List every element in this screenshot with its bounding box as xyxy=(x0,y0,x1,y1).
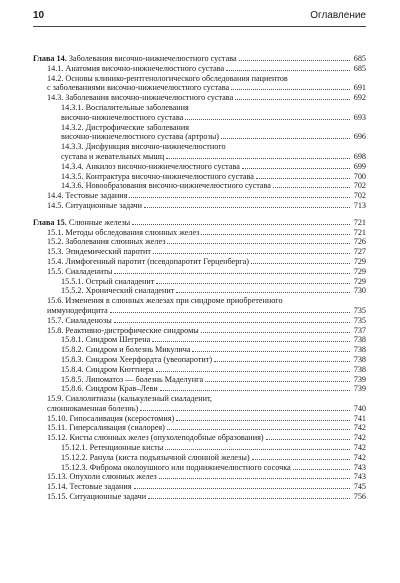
toc-entry xyxy=(33,267,366,277)
dot-leader xyxy=(152,335,350,342)
toc-entry xyxy=(33,201,366,211)
dot-leader xyxy=(251,257,350,264)
page-ref: 745 xyxy=(353,482,366,492)
dot-leader xyxy=(192,345,350,352)
dot-leader xyxy=(273,181,350,188)
toc-chapter-heading xyxy=(33,218,366,228)
dot-leader xyxy=(153,247,350,254)
page-ref: 738 xyxy=(353,354,366,364)
toc-entry xyxy=(33,286,366,296)
toc-entry xyxy=(33,443,366,453)
toc-entry xyxy=(33,472,366,482)
dot-leader xyxy=(140,404,350,411)
dot-leader xyxy=(242,162,350,169)
dot-leader xyxy=(226,64,350,71)
dot-leader xyxy=(129,191,350,198)
page-ref: 729 xyxy=(353,256,366,266)
dot-leader xyxy=(221,132,350,139)
entry-text: 15.10. Гипосаливация (ксеростомия) xyxy=(47,413,175,423)
entry-text: 15.1. Методы обследования слюнных желез xyxy=(47,227,200,237)
dot-leader xyxy=(134,482,351,489)
toc-entry xyxy=(33,123,366,143)
toc-entry xyxy=(33,237,366,247)
entry-text: 15.7. Сиаладенозы xyxy=(47,315,112,325)
entry-text-line1: 15.6. Изменения в слюнных железах при синдроме приобретенного xyxy=(47,296,283,306)
page-ref: 739 xyxy=(353,384,366,394)
toc-entry xyxy=(33,345,366,355)
page-ref: 756 xyxy=(353,492,366,502)
entry-text: с заболеваниями височно-нижнечелюстного сустава xyxy=(47,83,230,93)
dot-leader xyxy=(110,306,350,313)
entry-text: 15.8.2. Синдром и болезнь Микулича xyxy=(61,345,191,355)
dot-leader xyxy=(231,83,350,90)
page-number: 10 xyxy=(33,10,45,21)
toc-entry xyxy=(33,463,366,473)
toc-entry xyxy=(33,316,366,326)
entry-text: 14.3.6. Новообразования височно-нижнечелюстного сустава xyxy=(61,181,271,191)
page-ref: 726 xyxy=(353,237,366,247)
entry-text: 15.5.2. Хронический сиаладенит xyxy=(61,286,175,296)
page-ref: 699 xyxy=(353,161,366,171)
page-ref: 729 xyxy=(353,276,366,286)
dot-leader xyxy=(160,384,350,391)
page-ref: 738 xyxy=(353,335,366,345)
toc-entry xyxy=(33,365,366,375)
entry-text: 15.8. Реактивно-дистрофические синдромы xyxy=(47,325,199,335)
toc-entry xyxy=(33,423,366,433)
chapter-title: Слюнные железы xyxy=(68,217,131,227)
page-ref: 743 xyxy=(353,462,366,472)
page-ref: 735 xyxy=(353,315,366,325)
page-ref: 700 xyxy=(353,171,366,181)
toc-entry xyxy=(33,296,366,316)
dot-leader xyxy=(176,414,350,421)
entry-row xyxy=(47,83,366,93)
entry-row xyxy=(61,152,366,162)
dot-leader xyxy=(201,326,350,333)
page-ref: 685 xyxy=(353,63,366,73)
dot-leader xyxy=(132,218,350,225)
toc-entry xyxy=(33,326,366,336)
page-ref: 742 xyxy=(353,423,366,433)
entry-text: 15.3. Эпидемический паротит xyxy=(47,247,151,257)
toc-entry xyxy=(33,257,366,267)
dot-leader xyxy=(266,433,350,440)
dot-leader xyxy=(205,375,350,382)
dot-leader xyxy=(293,463,350,470)
page-ref: 702 xyxy=(353,191,366,201)
entry-text: 14.5. Ситуационные задачи xyxy=(47,200,142,210)
page-ref: 737 xyxy=(353,325,366,335)
entry-row xyxy=(61,113,366,123)
page-ref: 740 xyxy=(353,403,366,413)
entry-text: височно-нижнечелюстного сустава (артрозы) xyxy=(61,132,219,142)
entry-text: 14.4. Тестовые задания xyxy=(47,191,128,201)
page-ref: 735 xyxy=(353,305,366,315)
dot-leader xyxy=(114,267,350,274)
entry-text: 14.1. Анатомия височно-нижнечелюстного сустава xyxy=(47,63,225,73)
entry-text: 15.13. Опухоли слюнных желез xyxy=(47,472,157,482)
dot-leader xyxy=(144,201,350,208)
dot-leader xyxy=(159,472,350,479)
toc-entry xyxy=(33,74,366,94)
toc-entry xyxy=(33,375,366,385)
page-ref: 730 xyxy=(353,286,366,296)
entry-row xyxy=(47,306,366,316)
page-ref: 702 xyxy=(353,181,366,191)
toc-entry xyxy=(33,172,366,182)
entry-text: 15.8.3. Синдром Хеерфордта (увеопаротит) xyxy=(61,354,213,364)
page-ref: 741 xyxy=(353,413,366,423)
entry-text: 14.3.5. Контрактура височно-нижнечелюстного сустава xyxy=(61,171,254,181)
page-header xyxy=(33,10,366,32)
dot-leader xyxy=(156,365,350,372)
dot-leader xyxy=(156,277,350,284)
entry-text: 15.5.1. Острый сиаладенит xyxy=(61,276,155,286)
toc-entry xyxy=(33,433,366,443)
page-ref: 698 xyxy=(353,151,366,161)
toc-entry xyxy=(33,414,366,424)
entry-text: 15.14. Тестовые задания xyxy=(47,482,132,492)
header-rule xyxy=(33,26,366,27)
page-ref: 727 xyxy=(353,247,366,257)
entry-text: 14.3. Заболевания височно-нижнечелюстного сустава xyxy=(47,93,234,103)
entry-text: слюннокаменная болезнь) xyxy=(47,403,139,413)
page-ref: 742 xyxy=(353,443,366,453)
dot-leader xyxy=(114,316,350,323)
entry-text: 15.4. Лимфогенный паротит (псевдопаротит Герценберга) xyxy=(47,256,250,266)
dot-leader xyxy=(201,228,350,235)
dot-leader xyxy=(185,113,350,120)
chapter-label: Глава 14. xyxy=(33,54,67,63)
entry-text-line1: 14.3.2. Дистрофические заболевания xyxy=(61,122,190,132)
chapter-title: Заболевания височно-нижнечелюстного сустава xyxy=(68,54,237,63)
entry-text: 15.12.1. Ретенционные кисты xyxy=(61,443,164,453)
toc-entry xyxy=(33,191,366,201)
toc-entry xyxy=(33,492,366,502)
dot-leader xyxy=(167,237,350,244)
toc-entry xyxy=(33,162,366,172)
page-ref: 742 xyxy=(353,433,366,443)
toc-entry xyxy=(33,64,366,74)
toc-entry xyxy=(33,181,366,191)
page-ref: 743 xyxy=(353,472,366,482)
chapter-label: Глава 15. xyxy=(33,217,67,227)
entry-text-line1: 14.2. Основы клинико-рентгенологического обследования пациентов xyxy=(47,73,288,83)
page-ref: 692 xyxy=(353,93,366,103)
entry-row xyxy=(61,132,366,142)
entry-text: 15.8.6. Синдром Крав–Леви xyxy=(61,384,158,394)
dot-leader xyxy=(214,355,350,362)
page-ref: 739 xyxy=(353,374,366,384)
entry-text-line1: 14.3.1. Воспалительные заболевания xyxy=(61,102,189,112)
entry-text: 15.5. Сиаладениты xyxy=(47,266,113,276)
entry-text: 15.12. Кисты слюнных желез (опухолеподобные образования) xyxy=(47,433,264,443)
toc-entry xyxy=(33,335,366,345)
dot-leader xyxy=(148,492,350,499)
entry-text: 14.3.4. Анкилоз височно-нижнечелюстного сустава xyxy=(61,161,240,171)
dot-leader xyxy=(166,152,350,159)
toc-entry xyxy=(33,394,366,414)
page-ref: 721 xyxy=(353,217,366,227)
toc-entry xyxy=(33,355,366,365)
entry-text: 15.2. Заболевания слюнных желез xyxy=(47,237,166,247)
toc-entry xyxy=(33,93,366,103)
toc-entry xyxy=(33,247,366,257)
entry-text: височно-нижнечелюстного сустава xyxy=(61,112,184,122)
entry-text: 15.12.2. Ранула (киста подъязычной слюнной железы) xyxy=(61,452,250,462)
dot-leader xyxy=(176,286,350,293)
page-ref: 691 xyxy=(353,83,366,93)
entry-text: 15.8.4. Синдром Кюттнера xyxy=(61,364,154,374)
entry-text-line1: 15.9. Сиалолитиазы (калькулезный сиаладенит, xyxy=(47,394,212,404)
toc-entry xyxy=(33,384,366,394)
toc-entry xyxy=(33,142,366,162)
entry-row xyxy=(47,404,366,414)
entry-text: 15.12.3. Фиброма околоушного или поднижнечелюстного сосочка xyxy=(61,462,291,472)
running-title: Оглавление xyxy=(310,10,366,21)
dot-leader xyxy=(252,453,350,460)
toc-entry xyxy=(33,453,366,463)
table-of-contents xyxy=(33,54,366,502)
page-ref: 713 xyxy=(353,200,366,210)
page-ref: 696 xyxy=(353,132,366,142)
toc-chapter-heading xyxy=(33,54,366,64)
entry-text: 15.15. Ситуационные задачи xyxy=(47,492,147,502)
dot-leader xyxy=(167,423,350,430)
page-ref: 738 xyxy=(353,345,366,355)
toc-entry xyxy=(33,277,366,287)
page-ref: 721 xyxy=(353,227,366,237)
toc-entry xyxy=(33,103,366,123)
toc-entry xyxy=(33,482,366,492)
toc-entry xyxy=(33,228,366,238)
dot-leader xyxy=(165,443,350,450)
dot-leader xyxy=(239,54,350,61)
entry-text: сустава и жевательных мышц xyxy=(61,151,165,161)
page-ref: 738 xyxy=(353,364,366,374)
dot-leader xyxy=(256,172,350,179)
page-ref: 729 xyxy=(353,266,366,276)
entry-text: 15.8.5. Липоматоз — болезнь Маделунга xyxy=(61,374,204,384)
page-ref: 742 xyxy=(353,452,366,462)
entry-text: 15.8.1. Синдром Шегрена xyxy=(61,335,151,345)
entry-text-line1: 14.3.3. Дисфункция височно-нижнечелюстного xyxy=(61,142,226,152)
dot-leader xyxy=(235,93,350,100)
page-ref: 693 xyxy=(353,112,366,122)
entry-text: иммунодефицита xyxy=(47,305,108,315)
entry-text: 15.11. Гиперсаливация (сиалорея) xyxy=(47,423,165,433)
page-ref: 685 xyxy=(353,54,366,63)
